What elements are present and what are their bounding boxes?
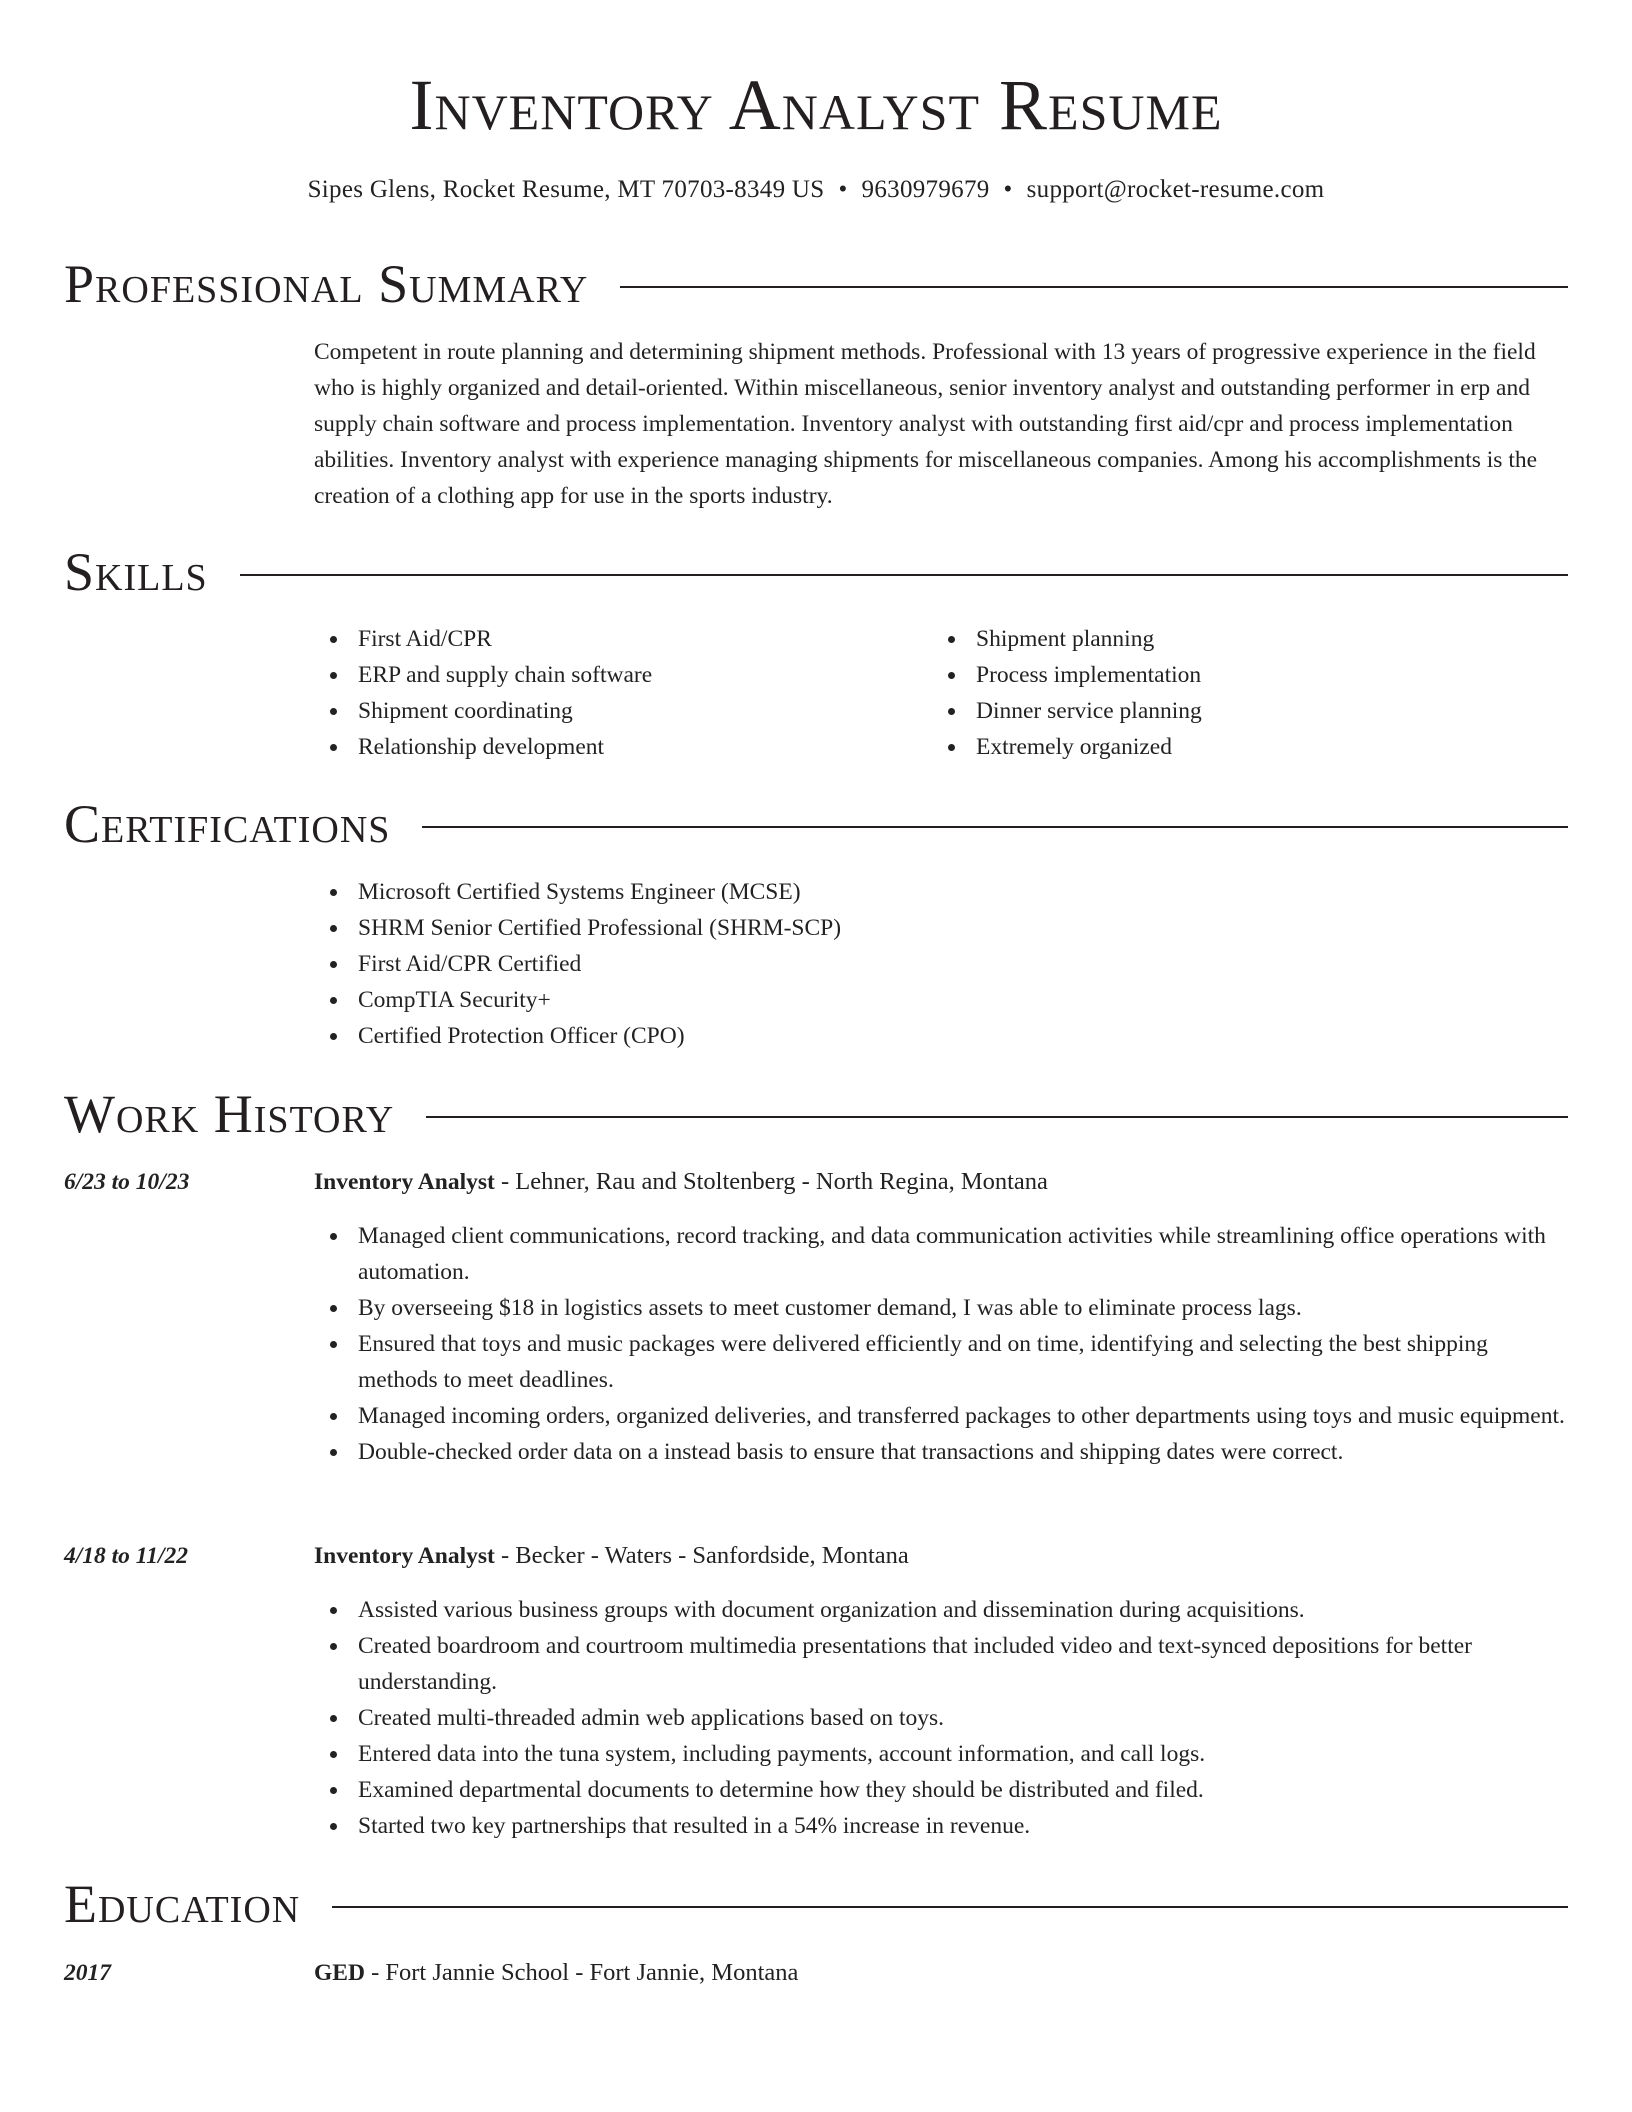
contact-phone: 9630979679 — [861, 176, 990, 203]
summary-block — [314, 334, 1568, 514]
job-bullet: Ensured that toys and music packages were delivered efficiently and on time, identifying and selecting the best shipping methods to meet deadlines. — [314, 1326, 1568, 1398]
education-title — [314, 1955, 1568, 1991]
job-bullet: By overseeing $18 in logistics assets to meet customer demand, I was able to eliminate process lags. — [314, 1290, 1568, 1326]
skill-item: Shipment coordinating — [314, 693, 932, 729]
job-title — [314, 1538, 1568, 1574]
education-school: - Fort Jannie School - Fort Jannie, Montana — [364, 1959, 799, 1986]
section-divider — [240, 574, 1568, 576]
contact-address: Sipes Glens, Rocket Resume, MT 70703-8349 US — [307, 176, 825, 203]
skills-list — [314, 621, 1568, 765]
skill-item: Extremely organized — [932, 729, 1550, 765]
summary-text: Competent in route planning and determining shipment methods. Professional with 13 years of progressive experience in the field who is highly organized and detail-oriented. Within miscellaneous, senior inventory analyst and outstanding performer in erp and supply chain software and process implementation. Inventory analyst with outstanding first aid/cpr and process implementation abilities. Inventory analyst with experience managing shipments for miscellaneous companies. Among his accomplishments is the creation of a clothing app for use in the sports industry. — [314, 339, 1538, 509]
section-divider — [332, 1906, 1568, 1908]
contact-separator: • — [1003, 176, 1013, 203]
job-bullets-block — [314, 1592, 1568, 1844]
job-bullets-block — [314, 1218, 1568, 1470]
job-bullet: Examined departmental documents to determine how they should be distributed and filed. — [314, 1772, 1568, 1808]
job-bullet: Started two key partnerships that resulted in a 54% increase in revenue. — [314, 1808, 1568, 1844]
skills-column-left — [314, 621, 932, 765]
skill-item: Dinner service planning — [932, 693, 1550, 729]
job-role: Inventory Analyst — [314, 1169, 495, 1195]
contact-line — [0, 172, 1632, 208]
job-title — [314, 1164, 1568, 1200]
job-bullet: Managed client communications, record tracking, and data communication activities while streamlining office operations with automation. — [314, 1218, 1568, 1290]
skills-heading: Skills — [64, 542, 208, 602]
contact-separator: • — [838, 176, 848, 203]
education-heading: Education — [64, 1874, 301, 1934]
certification-item: Certified Protection Officer (CPO) — [314, 1018, 1568, 1054]
certifications-heading: Certifications — [64, 794, 391, 854]
certifications-section-header — [64, 792, 1568, 856]
job-bullets — [314, 1218, 1568, 1470]
certification-item: SHRM Senior Certified Professional (SHRM-SCP) — [314, 910, 1568, 946]
job-bullet: Created boardroom and courtroom multimedia presentations that included video and text-synced depositions for better understanding. — [314, 1628, 1568, 1700]
section-divider — [422, 826, 1568, 828]
section-divider — [620, 286, 1568, 288]
certification-item: First Aid/CPR Certified — [314, 946, 1568, 982]
work-history-section-header — [64, 1082, 1568, 1146]
job-employer: - Becker - Waters - Sanfordside, Montana — [494, 1542, 909, 1569]
summary-section-header — [64, 252, 1568, 316]
resume-title: Inventory Analyst Resume — [409, 65, 1223, 145]
contact-email: support@rocket-resume.com — [1026, 176, 1325, 203]
skill-item: First Aid/CPR — [314, 621, 932, 657]
certifications-list — [314, 874, 1568, 1054]
job-dates: 4/18 to 11/22 — [64, 1543, 189, 1569]
education-degree: GED — [314, 1960, 365, 1986]
job-role: Inventory Analyst — [314, 1543, 495, 1569]
certification-item: Microsoft Certified Systems Engineer (MCSE) — [314, 874, 1568, 910]
skill-item: Relationship development — [314, 729, 932, 765]
work-history-heading: Work History — [64, 1084, 395, 1144]
skill-item: ERP and supply chain software — [314, 657, 932, 693]
skills-column-right — [932, 621, 1550, 765]
skill-item: Shipment planning — [932, 621, 1550, 657]
education-section-header — [64, 1872, 1568, 1936]
job-dates: 6/23 to 10/23 — [64, 1169, 190, 1195]
skills-section-header — [64, 540, 1568, 604]
certifications-block — [314, 874, 1568, 1054]
job-bullet: Managed incoming orders, organized deliveries, and transferred packages to other departments using toys and music equipment. — [314, 1398, 1568, 1434]
education-year: 2017 — [64, 1960, 111, 1986]
section-divider — [426, 1116, 1568, 1118]
job-bullet: Double-checked order data on a instead basis to ensure that transactions and shipping dates were correct. — [314, 1434, 1568, 1470]
job-bullet: Created multi-threaded admin web applications based on toys. — [314, 1700, 1568, 1736]
job-bullet: Assisted various business groups with document organization and dissemination during acquisitions. — [314, 1592, 1568, 1628]
job-bullet: Entered data into the tuna system, including payments, account information, and call logs. — [314, 1736, 1568, 1772]
summary-heading: Professional Summary — [64, 254, 589, 314]
job-employer: - Lehner, Rau and Stoltenberg - North Regina, Montana — [494, 1168, 1048, 1195]
certification-item: CompTIA Security+ — [314, 982, 1568, 1018]
skill-item: Process implementation — [932, 657, 1550, 693]
job-bullets — [314, 1592, 1568, 1844]
